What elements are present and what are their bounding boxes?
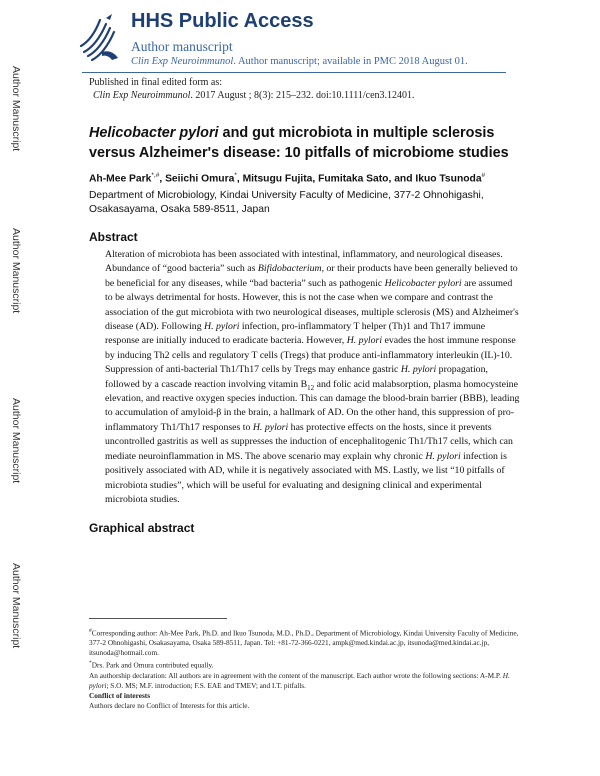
author-mark: # bbox=[481, 172, 486, 179]
citation-journal: Clin Exp Neuroimmunol bbox=[93, 90, 191, 101]
footnote-corresponding: #Corresponding author: Ah-Mee Park, Ph.D. and Ikuo Tsunoda, M.D., Ph.D., Department of Microbiology, Kindai University Faculty of Medicine, 377-2 Ohnohigashi, Osakasayama, Osaka 589-8511, Japan. Tel: +81-72-366-0221, ampk@med.kindai.ac.jp, itsunoda@med.kindai.ac.jp, itsunoda@hotmail.com. bbox=[89, 628, 519, 658]
author-manuscript-side-label: Author Manuscript bbox=[10, 228, 22, 314]
footnote-equal-contribution: *Drs. Park and Omura contributed equally. bbox=[89, 660, 214, 670]
author-separator: , bbox=[159, 173, 166, 185]
published-in-label: Published in final edited form as: bbox=[89, 77, 223, 88]
author-manuscript-side-label: Author Manuscript bbox=[10, 398, 22, 484]
header-divider bbox=[82, 72, 506, 73]
publication-info bbox=[89, 76, 415, 102]
availability-text: . Author manuscript; available in PMC 2018 August 01. bbox=[233, 56, 468, 67]
author-separator: , bbox=[312, 173, 319, 185]
hhs-eagle-logo-icon bbox=[76, 8, 122, 66]
article-title-italic: Helicobacter pylori bbox=[89, 125, 219, 141]
hhs-public-access-title: HHS Public Access bbox=[131, 10, 314, 32]
author-manuscript-subtitle: Author manuscript bbox=[131, 39, 233, 54]
article-title bbox=[89, 123, 529, 163]
citation-details: . 2017 August ; 8(3): 215–232. doi:10.1111/cen3.12401. bbox=[190, 90, 415, 101]
author-separator: , and bbox=[388, 173, 416, 185]
journal-abbrev: Clin Exp Neuroimmunol bbox=[131, 56, 234, 67]
author-separator: , bbox=[236, 173, 243, 185]
author-name: Mitsugu Fujita bbox=[242, 173, 313, 185]
availability-line bbox=[131, 56, 468, 67]
conflict-text: Authors declare no Conflict of Interests for this article. bbox=[89, 700, 250, 710]
abstract-heading: Abstract bbox=[89, 230, 138, 244]
author-name: Ikuo Tsunoda bbox=[415, 173, 482, 185]
footnote-authorship: An authorship declaration: All authors are in agreement with the content of the manuscript. Each author wrote the following sections: A-M.P. H. pylori; S.O. MS; M.F. introduction; F.S. EAE and TMEV; and I.T. pitfalls. bbox=[89, 670, 510, 690]
footnotes bbox=[89, 626, 529, 711]
footnote-divider bbox=[89, 618, 227, 619]
author-mark: *,# bbox=[151, 172, 160, 179]
article-title-rest: and gut microbiota in multiple sclerosis versus Alzheimer's disease: 10 pitfalls of microbiome studies bbox=[89, 125, 509, 161]
author-manuscript-side-label: Author Manuscript bbox=[10, 563, 22, 649]
author-list bbox=[89, 172, 485, 184]
author-mark: * bbox=[234, 172, 237, 179]
abstract-body: Alteration of microbiota has been associated with intestinal, inflammatory, and neurological diseases. Abundance of “good bacteria” such as Bifidobacterium, or their products have been generally believed to be beneficial for any diseases, while “bad bacteria” such as pathogenic Helicobacter pylori are assumed to be always detrimental for hosts. However, this is not the case when we compare and contrast the association of the gut microbiota with two neurological diseases, multiple sclerosis (MS) and Alzheimer's disease (AD). Following H. pylori infection, pro-inflammatory T helper (Th)1 and Th17 immune response are initially induced to eradicate bacteria. However, H. pylori evades the host immune response by inducing Th2 cells and regulatory T cells (Tregs) that produce anti-inflammatory interleukin (IL)-10. Suppression of anti-bacterial Th1/Th17 cells by Tregs may enhance gastric H. pylori propagation, followed by a cascade reaction involving vitamin $B_{12}$ and folic acid malabsorption, plasma homocysteine elevation, and reactive oxygen species induction. This can damage the blood-brain barrier (BBB), leading to accumulation of amyloid-β in the brain, a hallmark of AD. On the other hand, this suppression of pro-inflammatory Th1/Th17 responses to H. pylori has protective effects on the hosts, since it prevents uncontrolled gastritis as well as suppresses the induction of encephalitogenic Th1/Th17 cells, which can mediate neuroinflammation in MS. The above scenario may explain why chronic H. pylori infection is positively associated with AD, while it is negatively associated with MS. Lastly, we list “10 pitfalls of microbiota studies”, which will be useful for evaluating and designing clinical and experimental microbiota studies. bbox=[105, 249, 520, 505]
author-manuscript-side-label: Author Manuscript bbox=[10, 66, 22, 152]
author-name: Ah-Mee Park bbox=[89, 173, 152, 185]
affiliation: Department of Microbiology, Kindai University Faculty of Medicine, 377-2 Ohnohigashi, Osakasayama, Osaka 589-8511, Japan bbox=[89, 190, 484, 215]
author-name: Seiichi Omura bbox=[165, 173, 235, 185]
graphical-abstract-heading: Graphical abstract bbox=[89, 521, 195, 535]
citation-line bbox=[89, 89, 415, 102]
author-name: Fumitaka Sato bbox=[318, 173, 389, 185]
conflict-heading: Conflict of interests bbox=[89, 690, 151, 700]
